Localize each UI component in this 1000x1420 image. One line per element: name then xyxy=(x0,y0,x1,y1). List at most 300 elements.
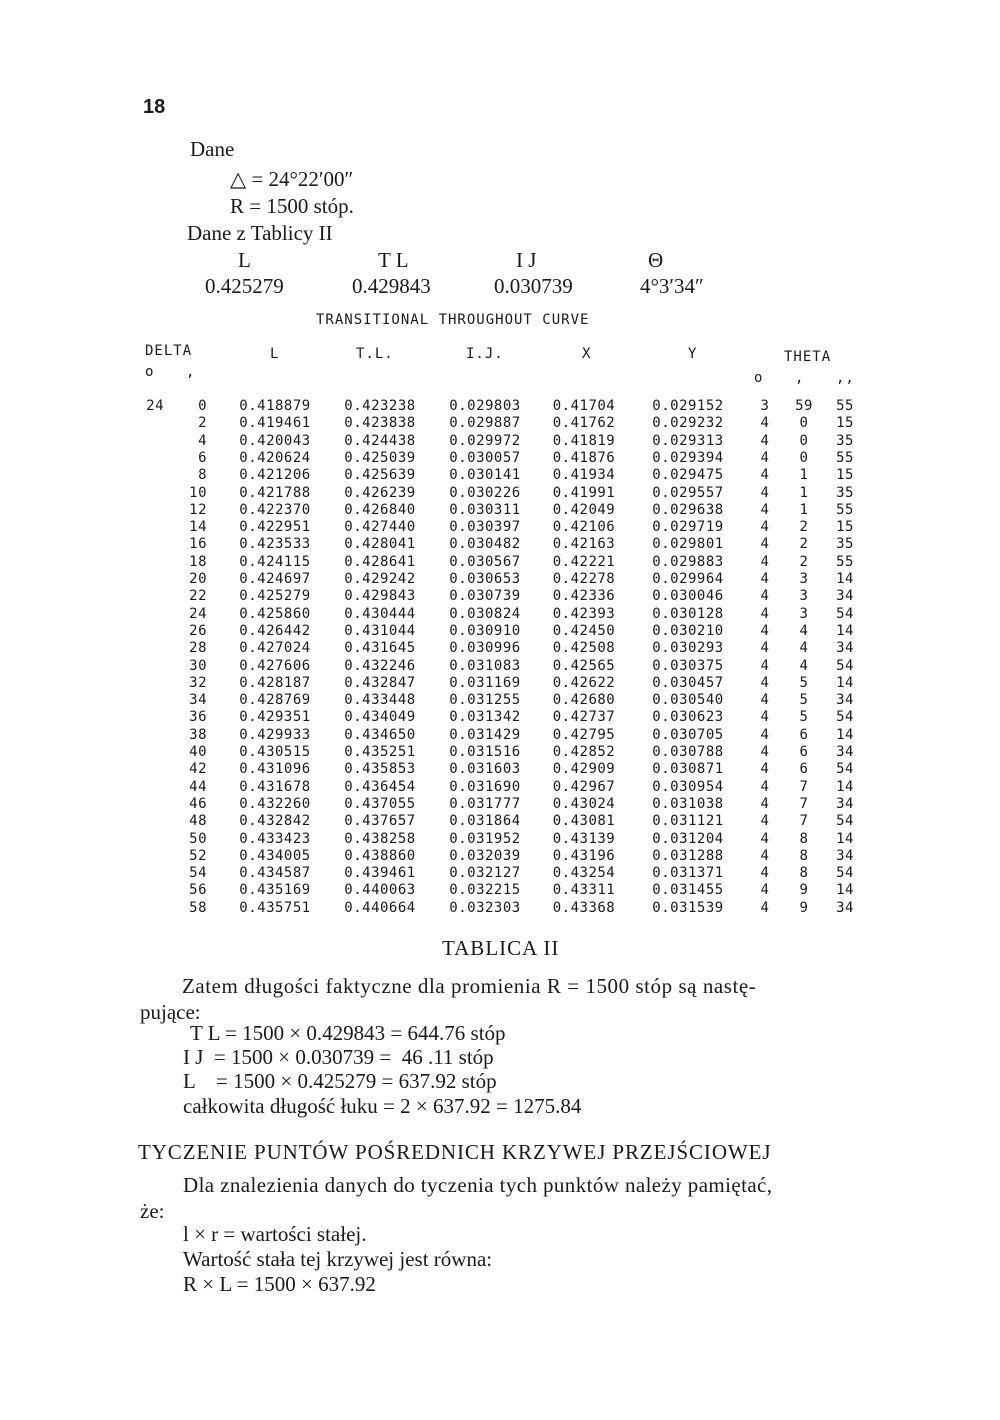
table-cell-ij-value: 0.030910 xyxy=(449,622,521,639)
table-cell-y-value: 0.030623 xyxy=(652,709,724,726)
table-cell-l-value: 0.425279 xyxy=(239,588,311,605)
table-cell-tl-value: 0.433448 xyxy=(344,692,416,709)
table-cell-theta-minutes: 7 xyxy=(799,778,809,795)
table-cell-y-value: 0.029152 xyxy=(652,398,724,414)
table-cell-y-value: 0.031038 xyxy=(652,795,724,812)
table-cell-x-value: 0.42049 xyxy=(552,501,616,518)
table-cell-y-value: 0.029313 xyxy=(652,432,724,449)
theta-unit-minutes: , xyxy=(795,370,805,386)
table-cell-delta-minutes: 48 xyxy=(189,813,207,830)
table-cell-theta-degrees: 4 xyxy=(760,432,770,449)
table-cell-tl-value: 0.437055 xyxy=(344,795,416,812)
header-x: X xyxy=(582,346,592,362)
table-cell-x-value: 0.41704 xyxy=(552,398,616,414)
table-cell-tl-value: 0.432847 xyxy=(344,674,416,691)
result-ij: I J = 1500 × 0.030739 = 46 .11 stóp xyxy=(183,1045,494,1069)
table-cell-theta-degrees: 4 xyxy=(760,709,770,726)
table-cell-theta-minutes: 9 xyxy=(799,899,809,916)
table-cell-x-value: 0.43196 xyxy=(552,847,616,864)
col-label-theta: Θ xyxy=(648,248,664,272)
table-cell-delta-minutes: 8 xyxy=(198,467,207,484)
table-cell-x-value: 0.43081 xyxy=(552,813,616,830)
table-cell-y-value: 0.031539 xyxy=(652,899,724,916)
table-cell-y-value: 0.030046 xyxy=(652,588,724,605)
table-cell-delta-minutes: 36 xyxy=(189,709,207,726)
table-cell-l-value: 0.435169 xyxy=(239,882,311,899)
table-cell-x-value: 0.42909 xyxy=(552,761,616,778)
table-cell-theta-minutes: 3 xyxy=(799,605,809,622)
table-cell-theta-degrees: 4 xyxy=(760,813,770,830)
table-cell-x-value: 0.42508 xyxy=(552,640,616,657)
table-cell-y-value: 0.030293 xyxy=(652,640,724,657)
table-cell-x-value: 0.41934 xyxy=(552,467,616,484)
table-cell-theta-seconds: 34 xyxy=(836,795,854,812)
table-cell-tl-value: 0.428641 xyxy=(344,553,416,570)
table-cell-theta-degrees: 4 xyxy=(760,657,770,674)
table-cell-l-value: 0.431678 xyxy=(239,778,311,795)
table-cell-ij-value: 0.031690 xyxy=(449,778,521,795)
table-cell-tl-value: 0.440063 xyxy=(344,882,416,899)
table-cell-theta-degrees: 4 xyxy=(760,449,770,466)
table-ii-heading: Dane z Tablicy II xyxy=(187,221,333,245)
col-value-ij: 0.030739 xyxy=(494,274,573,298)
table-cell-l-value: 0.423533 xyxy=(239,536,311,553)
table-cell-ij-value: 0.030824 xyxy=(449,605,521,622)
table-cell-y-value: 0.031204 xyxy=(652,830,724,847)
table-cell-delta-minutes: 22 xyxy=(189,588,207,605)
table-cell-x-value: 0.43311 xyxy=(552,882,616,899)
results-intro-line2: pujące: xyxy=(140,1000,201,1024)
table-cell-theta-minutes: 6 xyxy=(799,744,809,760)
table-cell-tl-value: 0.430444 xyxy=(344,605,416,622)
table-cell-x-value: 0.43254 xyxy=(552,865,616,882)
table-cell-theta-seconds: 14 xyxy=(836,674,854,691)
table-cell-theta-seconds: 55 xyxy=(836,398,854,414)
table-caption: TABLICA II xyxy=(442,936,560,960)
table-cell-y-value: 0.030871 xyxy=(652,761,724,778)
table-cell-ij-value: 0.030739 xyxy=(449,588,521,605)
table-cell-theta-degrees: 4 xyxy=(760,882,770,899)
table-cell-x-value: 0.42450 xyxy=(552,622,616,639)
table-cell-x-value: 0.42393 xyxy=(552,605,616,622)
table-cell-tl-value: 0.438258 xyxy=(344,830,416,847)
table-cell-theta-seconds: 14 xyxy=(836,571,854,587)
table-cell-tl-value: 0.436454 xyxy=(344,778,416,795)
delta-unit-minutes: , xyxy=(186,364,196,380)
table-cell-x-value: 0.42795 xyxy=(552,726,616,743)
table-cell-tl-value: 0.434049 xyxy=(344,709,416,726)
table-cell-delta-minutes: 40 xyxy=(189,744,207,760)
table-cell-theta-minutes: 8 xyxy=(799,865,809,882)
table-cell-theta-minutes: 1 xyxy=(799,501,809,518)
table-cell-theta-seconds: 34 xyxy=(836,744,854,760)
table-cell-x-value: 0.41991 xyxy=(552,484,616,501)
table-cell-y-value: 0.030375 xyxy=(652,657,724,674)
table-cell-theta-minutes: 5 xyxy=(799,709,809,726)
table-cell-theta-degrees: 4 xyxy=(760,467,770,484)
const-value-formula: R × L = 1500 × 637.92 xyxy=(183,1272,376,1296)
table-cell-l-value: 0.429933 xyxy=(239,726,311,743)
table-cell-theta-seconds: 34 xyxy=(836,899,854,916)
table-cell-l-value: 0.430515 xyxy=(239,744,311,760)
table-cell-l-value: 0.428187 xyxy=(239,674,311,691)
table-cell-x-value: 0.42336 xyxy=(552,588,616,605)
table-cell-theta-seconds: 15 xyxy=(836,415,854,432)
table-cell-y-value: 0.029557 xyxy=(652,484,724,501)
table-cell-theta-seconds: 54 xyxy=(836,761,854,778)
table-cell-x-value: 0.42221 xyxy=(552,553,616,570)
table-cell-delta-minutes: 30 xyxy=(189,657,207,674)
table-cell-y-value: 0.029232 xyxy=(652,415,724,432)
table-cell-ij-value: 0.030567 xyxy=(449,553,521,570)
table-cell-x-value: 0.42680 xyxy=(552,692,616,709)
table-cell-theta-degrees: 4 xyxy=(760,640,770,657)
table-cell-ij-value: 0.031864 xyxy=(449,813,521,830)
table-cell-theta-degrees: 4 xyxy=(760,744,770,760)
table-cell-l-value: 0.424697 xyxy=(239,571,311,587)
table-cell-l-value: 0.435751 xyxy=(239,899,311,916)
table-cell-tl-value: 0.423838 xyxy=(344,415,416,432)
table-cell-theta-seconds: 35 xyxy=(836,484,854,501)
table-cell-theta-degrees: 4 xyxy=(760,865,770,882)
table-cell-delta-minutes: 32 xyxy=(189,674,207,691)
table-cell-l-value: 0.425860 xyxy=(239,605,311,622)
table-cell-y-value: 0.030457 xyxy=(652,674,724,691)
table-cell-l-value: 0.431096 xyxy=(239,761,311,778)
table-cell-ij-value: 0.030057 xyxy=(449,449,521,466)
table-cell-theta-degrees: 4 xyxy=(760,726,770,743)
result-l: L = 1500 × 0.425279 = 637.92 stóp xyxy=(183,1069,497,1093)
table-cell-delta-minutes: 50 xyxy=(189,830,207,847)
table-cell-y-value: 0.031288 xyxy=(652,847,724,864)
table-cell-l-value: 0.421206 xyxy=(239,467,311,484)
table-cell-tl-value: 0.438860 xyxy=(344,847,416,864)
table-cell-theta-seconds: 14 xyxy=(836,622,854,639)
table-cell-theta-degrees: 4 xyxy=(760,501,770,518)
table-cell-delta-minutes: 2 xyxy=(198,415,207,432)
table-cell-theta-degrees: 4 xyxy=(760,622,770,639)
delta-line: △ = 24°22′00″ xyxy=(230,167,354,191)
result-tl: T L = 1500 × 0.429843 = 644.76 stóp xyxy=(190,1021,506,1045)
table-cell-theta-seconds: 54 xyxy=(836,709,854,726)
table-title: TRANSITIONAL THROUGHOUT CURVE xyxy=(316,312,590,328)
table-cell-x-value: 0.42737 xyxy=(552,709,616,726)
table-cell-theta-seconds: 14 xyxy=(836,726,854,743)
table-cell-ij-value: 0.030482 xyxy=(449,536,521,553)
table-cell-theta-minutes: 4 xyxy=(799,640,809,657)
table-cell-theta-minutes: 9 xyxy=(799,882,809,899)
table-cell-theta-degrees: 4 xyxy=(760,553,770,570)
table-cell-delta-minutes: 4 xyxy=(198,432,207,449)
table-cell-ij-value: 0.029803 xyxy=(449,398,521,414)
table-cell-delta-minutes: 0 xyxy=(198,398,207,414)
table-cell-tl-value: 0.435251 xyxy=(344,744,416,760)
table-cell-tl-value: 0.429242 xyxy=(344,571,416,587)
table-cell-theta-minutes: 3 xyxy=(799,588,809,605)
table-cell-x-value: 0.42163 xyxy=(552,536,616,553)
table-cell-tl-value: 0.427440 xyxy=(344,519,416,536)
table-cell-ij-value: 0.031169 xyxy=(449,674,521,691)
table-cell-theta-minutes: 7 xyxy=(799,795,809,812)
delta-unit-degrees: o xyxy=(145,364,155,380)
section-para-line2: że: xyxy=(140,1199,165,1223)
table-cell-theta-seconds: 14 xyxy=(836,830,854,847)
table-cell-theta-minutes: 5 xyxy=(799,692,809,709)
table-cell-theta-minutes: 6 xyxy=(799,761,809,778)
table-cell-ij-value: 0.032303 xyxy=(449,899,521,916)
table-cell-y-value: 0.030788 xyxy=(652,744,724,760)
table-cell-l-value: 0.427024 xyxy=(239,640,311,657)
table-cell-ij-value: 0.030141 xyxy=(449,467,521,484)
table-cell-theta-minutes: 7 xyxy=(799,813,809,830)
radius-line: R = 1500 stóp. xyxy=(230,194,354,218)
table-cell-ij-value: 0.030653 xyxy=(449,571,521,587)
table-cell-ij-value: 0.031083 xyxy=(449,657,521,674)
table-cell-theta-degrees: 4 xyxy=(760,571,770,587)
table-cell-l-value: 0.420624 xyxy=(239,449,311,466)
theta-unit-degrees: o xyxy=(754,370,764,386)
table-cell-theta-seconds: 35 xyxy=(836,536,854,553)
table-cell-ij-value: 0.029972 xyxy=(449,432,521,449)
table-cell-theta-degrees: 4 xyxy=(760,761,770,778)
table-cell-l-value: 0.418879 xyxy=(239,398,311,414)
table-cell-x-value: 0.41819 xyxy=(552,432,616,449)
table-cell-theta-degrees: 4 xyxy=(760,484,770,501)
table-cell-theta-minutes: 0 xyxy=(799,432,809,449)
table-cell-theta-degrees: 3 xyxy=(760,398,770,414)
table-cell-tl-value: 0.425639 xyxy=(344,467,416,484)
table-cell-theta-seconds: 55 xyxy=(836,553,854,570)
table-cell-ij-value: 0.031777 xyxy=(449,795,521,812)
page-number: 18 xyxy=(143,96,166,118)
table-cell-theta-minutes: 2 xyxy=(799,553,809,570)
table-cell-l-value: 0.432842 xyxy=(239,813,311,830)
theta-unit-seconds: ,, xyxy=(836,370,855,386)
section-heading: TYCZENIE PUNTÓW POŚREDNICH KRZYWEJ PRZEJŚCIOWEJ xyxy=(138,1140,772,1164)
table-cell-theta-seconds: 15 xyxy=(836,519,854,536)
table-cell-theta-degrees: 4 xyxy=(760,605,770,622)
table-cell-delta-degrees: 24 xyxy=(146,398,164,414)
table-cell-delta-minutes: 42 xyxy=(189,761,207,778)
table-cell-theta-seconds: 54 xyxy=(836,865,854,882)
table-cell-theta-degrees: 4 xyxy=(760,519,770,536)
table-cell-theta-minutes: 3 xyxy=(799,571,809,587)
table-cell-l-value: 0.422951 xyxy=(239,519,311,536)
table-cell-theta-degrees: 4 xyxy=(760,847,770,864)
table-cell-ij-value: 0.032127 xyxy=(449,865,521,882)
table-cell-theta-minutes: 1 xyxy=(799,484,809,501)
table-cell-x-value: 0.42106 xyxy=(552,519,616,536)
table-cell-ij-value: 0.031603 xyxy=(449,761,521,778)
col-value-tl: 0.429843 xyxy=(352,274,431,298)
table-cell-ij-value: 0.031255 xyxy=(449,692,521,709)
table-cell-delta-minutes: 16 xyxy=(189,536,207,553)
table-cell-tl-value: 0.439461 xyxy=(344,865,416,882)
table-cell-l-value: 0.420043 xyxy=(239,432,311,449)
table-cell-y-value: 0.029394 xyxy=(652,449,724,466)
table-cell-theta-seconds: 15 xyxy=(836,467,854,484)
col-label-tl: T L xyxy=(378,248,409,272)
table-cell-delta-minutes: 20 xyxy=(189,571,207,587)
table-cell-ij-value: 0.032039 xyxy=(449,847,521,864)
table-cell-l-value: 0.432260 xyxy=(239,795,311,812)
table-cell-y-value: 0.029719 xyxy=(652,519,724,536)
table-cell-x-value: 0.42278 xyxy=(552,571,616,587)
table-cell-l-value: 0.434005 xyxy=(239,847,311,864)
table-cell-l-value: 0.424115 xyxy=(239,553,311,570)
table-cell-delta-minutes: 56 xyxy=(189,882,207,899)
table-cell-x-value: 0.43368 xyxy=(552,899,616,916)
table-cell-ij-value: 0.031952 xyxy=(449,830,521,847)
table-cell-theta-minutes: 8 xyxy=(799,830,809,847)
table-cell-theta-minutes: 0 xyxy=(799,415,809,432)
table-cell-y-value: 0.029964 xyxy=(652,571,724,587)
table-cell-tl-value: 0.426239 xyxy=(344,484,416,501)
table-cell-tl-value: 0.431645 xyxy=(344,640,416,657)
table-cell-x-value: 0.42622 xyxy=(552,674,616,691)
table-cell-tl-value: 0.429843 xyxy=(344,588,416,605)
table-cell-theta-seconds: 55 xyxy=(836,449,854,466)
table-cell-ij-value: 0.030996 xyxy=(449,640,521,657)
table-cell-y-value: 0.030954 xyxy=(652,778,724,795)
table-cell-y-value: 0.030128 xyxy=(652,605,724,622)
col-label-l: L xyxy=(238,248,251,272)
table-cell-l-value: 0.422370 xyxy=(239,501,311,518)
col-label-ij: I J xyxy=(516,248,537,272)
result-total: całkowita długość łuku = 2 × 637.92 = 1275.84 xyxy=(183,1094,582,1118)
table-cell-theta-minutes: 59 xyxy=(795,398,813,414)
table-cell-theta-degrees: 4 xyxy=(760,830,770,847)
table-cell-theta-minutes: 0 xyxy=(799,449,809,466)
table-cell-y-value: 0.029638 xyxy=(652,501,724,518)
header-theta: THETA xyxy=(784,349,832,365)
table-cell-l-value: 0.429351 xyxy=(239,709,311,726)
table-cell-ij-value: 0.030226 xyxy=(449,484,521,501)
table-cell-delta-minutes: 24 xyxy=(189,605,207,622)
table-cell-x-value: 0.42967 xyxy=(552,778,616,795)
table-cell-theta-seconds: 35 xyxy=(836,432,854,449)
table-cell-theta-minutes: 4 xyxy=(799,622,809,639)
table-cell-tl-value: 0.425039 xyxy=(344,449,416,466)
table-cell-l-value: 0.421788 xyxy=(239,484,311,501)
table-cell-delta-minutes: 18 xyxy=(189,553,207,570)
table-cell-ij-value: 0.031429 xyxy=(449,726,521,743)
table-cell-l-value: 0.426442 xyxy=(239,622,311,639)
table-cell-theta-seconds: 34 xyxy=(836,640,854,657)
table-cell-theta-minutes: 2 xyxy=(799,536,809,553)
table-cell-ij-value: 0.032215 xyxy=(449,882,521,899)
table-cell-ij-value: 0.030311 xyxy=(449,501,521,518)
table-cell-tl-value: 0.435853 xyxy=(344,761,416,778)
table-cell-tl-value: 0.434650 xyxy=(344,726,416,743)
header-tl: T.L. xyxy=(356,346,394,362)
header-ij: I.J. xyxy=(466,346,504,362)
table-cell-delta-minutes: 54 xyxy=(189,865,207,882)
table-cell-y-value: 0.031121 xyxy=(652,813,724,830)
table-cell-theta-degrees: 4 xyxy=(760,795,770,812)
table-cell-y-value: 0.031371 xyxy=(652,865,724,882)
table-cell-theta-seconds: 14 xyxy=(836,778,854,795)
table-cell-theta-degrees: 4 xyxy=(760,899,770,916)
table-cell-l-value: 0.434587 xyxy=(239,865,311,882)
table-cell-tl-value: 0.424438 xyxy=(344,432,416,449)
header-delta: DELTA xyxy=(145,343,193,359)
table-cell-delta-minutes: 10 xyxy=(189,484,207,501)
table-cell-delta-minutes: 38 xyxy=(189,726,207,743)
table-cell-theta-seconds: 34 xyxy=(836,847,854,864)
table-cell-delta-minutes: 14 xyxy=(189,519,207,536)
table-cell-theta-degrees: 4 xyxy=(760,674,770,691)
table-cell-ij-value: 0.031342 xyxy=(449,709,521,726)
table-cell-ij-value: 0.030397 xyxy=(449,519,521,536)
table-cell-delta-minutes: 26 xyxy=(189,622,207,639)
header-y: Y xyxy=(688,346,698,362)
table-cell-tl-value: 0.423238 xyxy=(344,398,416,414)
table-cell-tl-value: 0.437657 xyxy=(344,813,416,830)
table-cell-theta-degrees: 4 xyxy=(760,692,770,709)
table-cell-y-value: 0.031455 xyxy=(652,882,724,899)
table-cell-x-value: 0.41876 xyxy=(552,449,616,466)
table-cell-theta-minutes: 6 xyxy=(799,726,809,743)
table-cell-theta-degrees: 4 xyxy=(760,415,770,432)
table-cell-delta-minutes: 58 xyxy=(189,899,207,916)
table-cell-x-value: 0.41762 xyxy=(552,415,616,432)
table-cell-theta-minutes: 8 xyxy=(799,847,809,864)
table-cell-theta-minutes: 4 xyxy=(799,657,809,674)
table-cell-theta-seconds: 14 xyxy=(836,882,854,899)
table-cell-y-value: 0.030210 xyxy=(652,622,724,639)
table-cell-delta-minutes: 6 xyxy=(198,449,207,466)
table-cell-theta-degrees: 4 xyxy=(760,588,770,605)
table-cell-theta-seconds: 54 xyxy=(836,657,854,674)
table-cell-theta-seconds: 54 xyxy=(836,813,854,830)
table-cell-x-value: 0.42852 xyxy=(552,744,616,760)
table-cell-delta-minutes: 46 xyxy=(189,795,207,812)
table-cell-y-value: 0.030540 xyxy=(652,692,724,709)
table-cell-theta-seconds: 34 xyxy=(836,692,854,709)
table-cell-l-value: 0.427606 xyxy=(239,657,311,674)
table-cell-tl-value: 0.440664 xyxy=(344,899,416,916)
results-intro-line1: Zatem długości faktyczne dla promienia R = 1500 stóp są nastę- xyxy=(182,974,757,998)
table-cell-theta-seconds: 55 xyxy=(836,501,854,518)
table-cell-x-value: 0.43139 xyxy=(552,830,616,847)
col-value-l: 0.425279 xyxy=(205,274,284,298)
table-cell-theta-seconds: 54 xyxy=(836,605,854,622)
table-cell-delta-minutes: 12 xyxy=(189,501,207,518)
table-cell-y-value: 0.029883 xyxy=(652,553,724,570)
table-cell-l-value: 0.433423 xyxy=(239,830,311,847)
table-cell-y-value: 0.029475 xyxy=(652,467,724,484)
table-cell-theta-seconds: 34 xyxy=(836,588,854,605)
table-cell-theta-degrees: 4 xyxy=(760,778,770,795)
table-cell-delta-minutes: 28 xyxy=(189,640,207,657)
formula-constant: l × r = wartości stałej. xyxy=(183,1222,367,1246)
table-cell-y-value: 0.029801 xyxy=(652,536,724,553)
table-cell-delta-minutes: 52 xyxy=(189,847,207,864)
given-heading: Dane xyxy=(190,137,235,161)
table-cell-delta-minutes: 44 xyxy=(189,778,207,795)
table-cell-tl-value: 0.426840 xyxy=(344,501,416,518)
table-cell-x-value: 0.42565 xyxy=(552,657,616,674)
const-value-line: Wartość stała tej krzywej jest równa: xyxy=(183,1247,493,1271)
table-cell-ij-value: 0.029887 xyxy=(449,415,521,432)
section-para-line1: Dla znalezienia danych do tyczenia tych punktów należy pamiętać, xyxy=(183,1173,773,1197)
table-cell-ij-value: 0.031516 xyxy=(449,744,521,760)
table-cell-x-value: 0.43024 xyxy=(552,795,616,812)
table-cell-theta-minutes: 5 xyxy=(799,674,809,691)
table-cell-l-value: 0.419461 xyxy=(239,415,311,432)
table-cell-tl-value: 0.432246 xyxy=(344,657,416,674)
